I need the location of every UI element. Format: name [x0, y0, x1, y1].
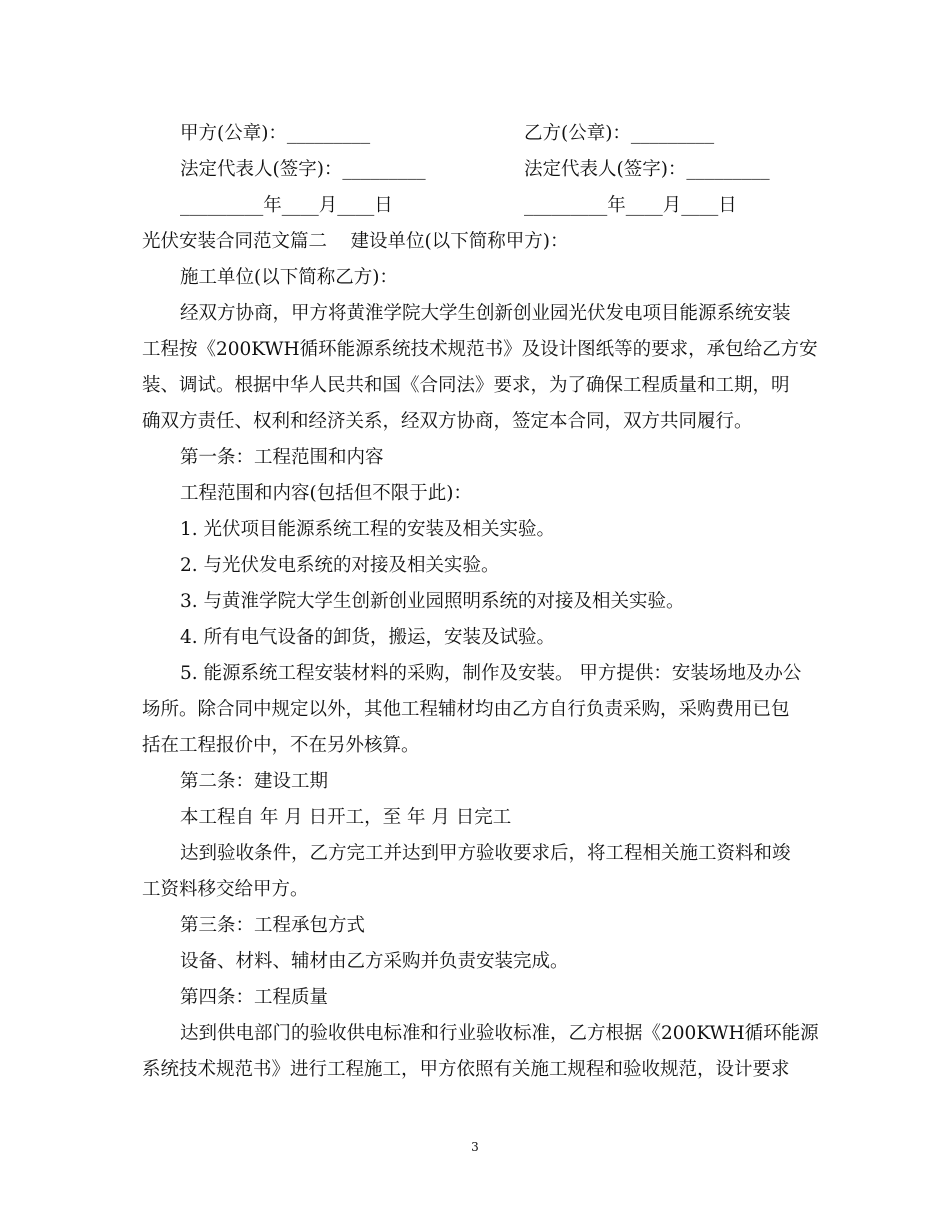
paragraph-line: 装、调试。根据中华人民共和国《合同法》要求，为了确保工程质量和工期，明 — [142, 375, 790, 396]
paragraph-line: 括在工程报价中，不在另外核算。 — [142, 735, 420, 756]
paragraph-line: 系统技术规范书》进行工程施工，甲方依照有关施工规程和验收规范，设计要求 — [142, 1059, 790, 1080]
paragraph-line: 本工程自 年 月 日开工，至 年 月 日完工 — [180, 807, 512, 828]
paragraph-line: 工资料移交给甲方。 — [142, 879, 309, 900]
paragraph-line: 工程范围和内容(包括但不限于此)： — [180, 483, 472, 504]
paragraph-line: 确双方责任、权利和经济关系，经双方协商，签定本合同，双方共同履行。 — [142, 411, 753, 432]
paragraph-line: 工程按《200KWH循环能源系统技术规范书》及设计图纸等的要求，承包给乙方安 — [142, 339, 818, 360]
list-item: 4. 所有电气设备的卸货，搬运，安装及试验。 — [180, 627, 556, 648]
list-item: 5. 能源系统工程安装材料的采购，制作及安装。 甲方提供：安装场地及办公 — [180, 663, 802, 684]
party-b-representative: 法定代表人(签字)：_________ — [524, 159, 770, 180]
list-item: 2. 与光伏发电系统的对接及相关实验。 — [180, 555, 500, 576]
representative-row — [180, 158, 820, 182]
contractor-line: 施工单位(以下简称乙方)： — [180, 267, 398, 288]
page-number: 3 — [471, 1140, 479, 1154]
paragraph-line: 达到供电部门的验收供电标准和行业验收标准，乙方根据《200KWH循环能源 — [180, 1023, 819, 1044]
article-heading: 第四条：工程质量 — [180, 987, 329, 1008]
party-b-seal: 乙方(公章)：_________ — [524, 123, 715, 144]
party-b-date: _________年____月____日 — [524, 195, 737, 216]
party-a-date: _________年____月____日 — [180, 195, 393, 216]
paragraph-line: 达到验收条件，乙方完工并达到甲方验收要求后，将工程相关施工资料和竣 — [180, 843, 791, 864]
list-item: 3. 与黄淮学院大学生创新创业园照明系统的对接及相关实验。 — [180, 591, 685, 612]
paragraph-line: 场所。除合同中规定以外，其他工程辅材均由乙方自行负责采购，采购费用已包 — [142, 699, 790, 720]
party-a-seal: 甲方(公章)：_________ — [180, 123, 371, 144]
paragraph-line: 经双方协商，甲方将黄淮学院大学生创新创业园光伏发电项目能源系统安装 — [180, 303, 791, 324]
seal-row — [180, 122, 820, 146]
party-a-representative: 法定代表人(签字)：_________ — [180, 159, 426, 180]
list-item: 1. 光伏项目能源系统工程的安装及相关实验。 — [180, 519, 556, 540]
article-heading: 第三条：工程承包方式 — [180, 915, 366, 936]
article-heading: 第二条：建设工期 — [180, 771, 329, 792]
article-heading: 第一条：工程范围和内容 — [180, 447, 384, 468]
section-heading-contract-two: 光伏安装合同范文篇二 建设单位(以下简称甲方)： — [142, 231, 569, 252]
date-row — [180, 194, 820, 218]
paragraph-line: 设备、材料、辅材由乙方采购并负责安装完成。 — [180, 951, 569, 972]
